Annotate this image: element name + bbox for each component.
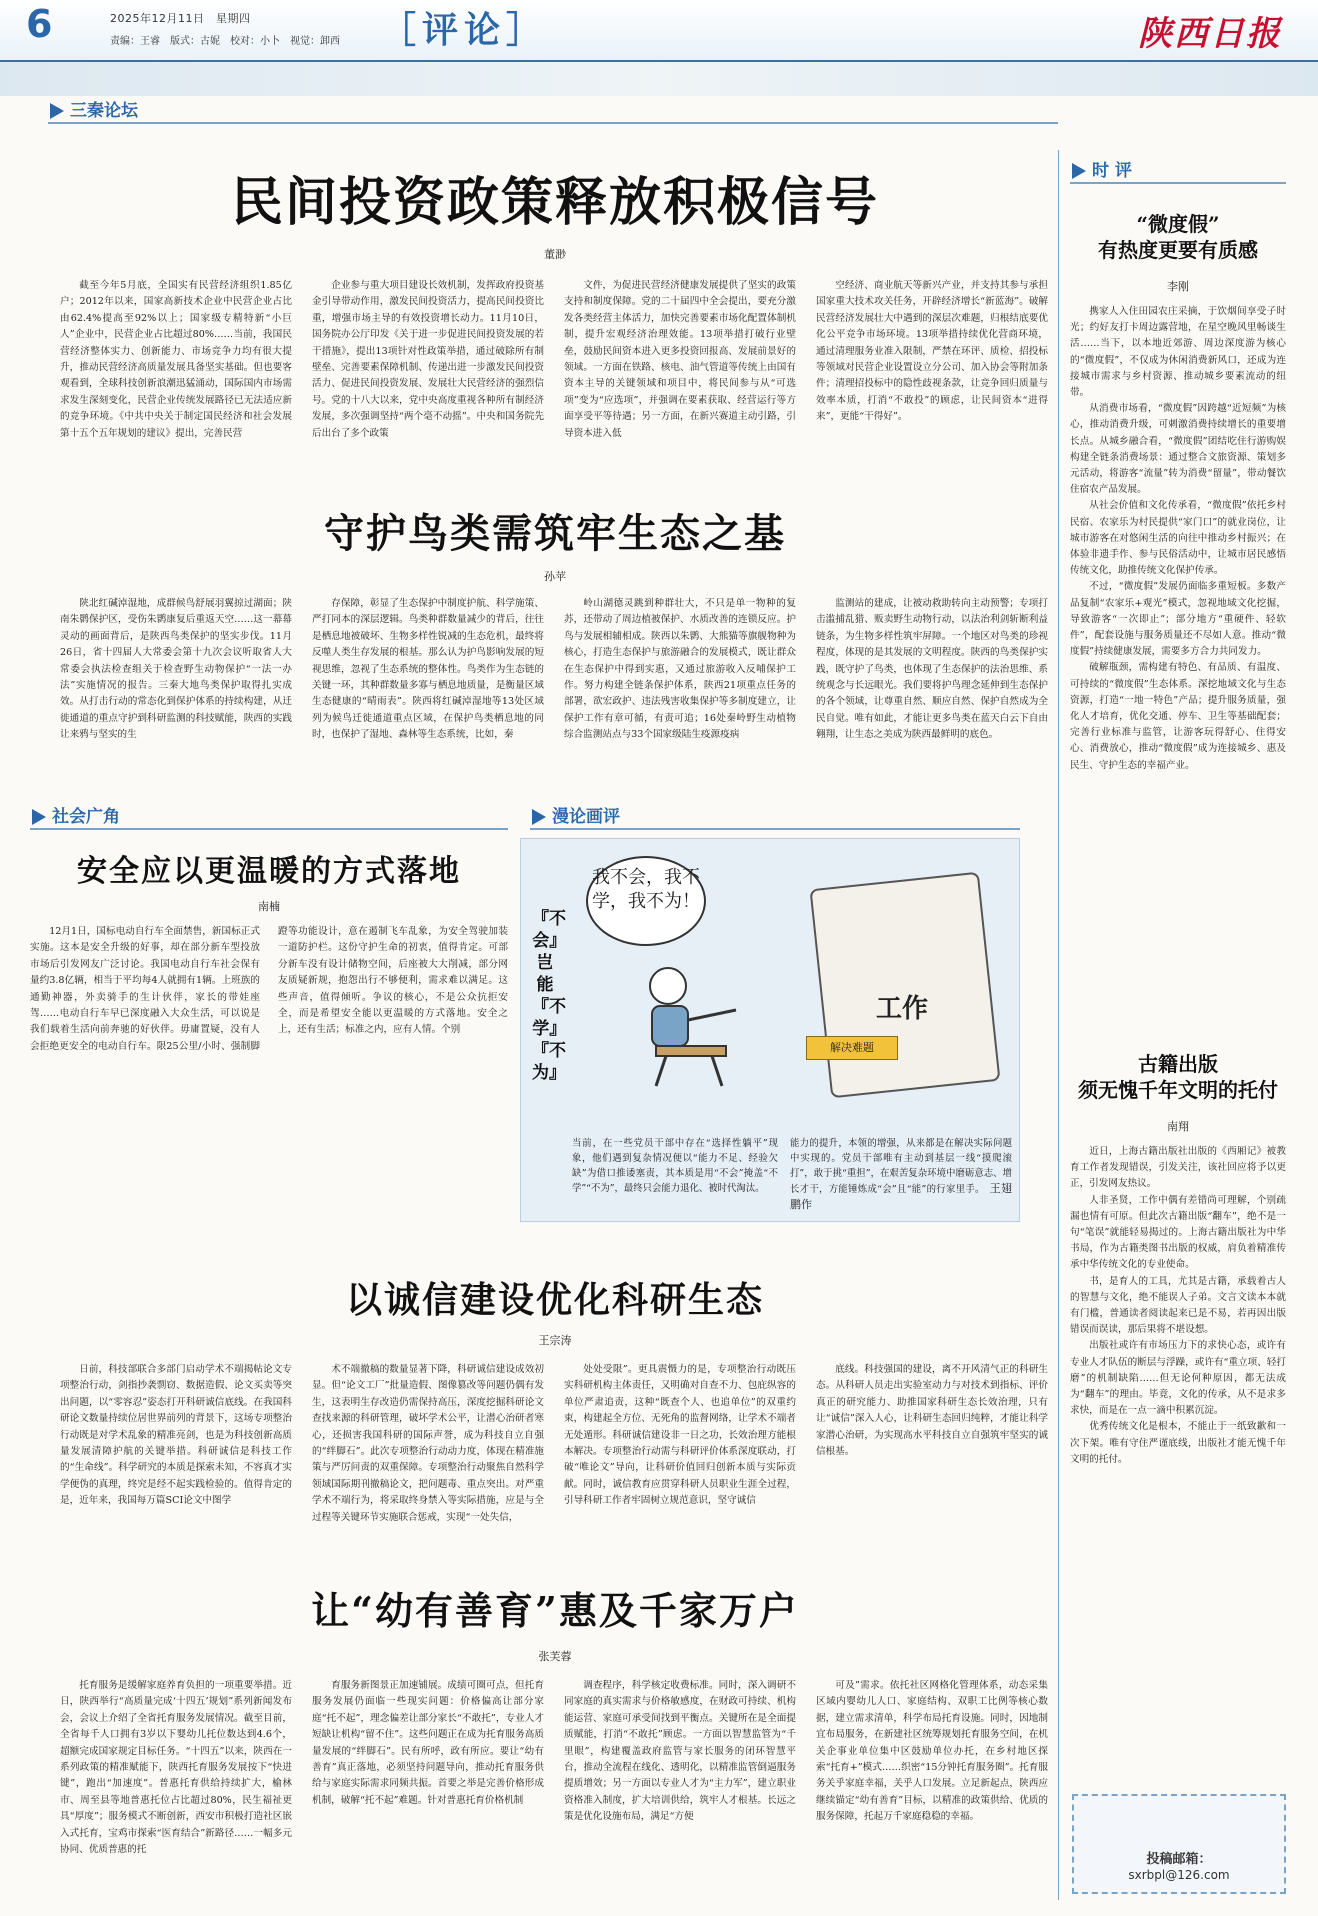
article-5-col-4: 可及”需求。依托社区网格化管理体系，动态采集区域内婴幼儿人口、家庭结构、双职工比例等核心数据，建立需求清单，科学布局托育设施。同时，因地制宜布局服务，在新建社区统筹规划托育服务空间，在机关企事业单位集中区鼓励单位办托，在乡村地区探索“托育+”模式……织密“15分钟托育服务圈”。托育服务关乎家庭幸福，关乎人口发展。立足新起点，陕西应继续锚定“幼有善育”目标，以精准的政策供给、优质的服务保障，托起万千家庭稳稳的幸福。 [816, 1680, 1048, 1823]
cartoon-caption-left: 当前，在一些党员干部中存在“选择性躺平”现象，他们遇到复杂情况便以“能力不足、经验欠缺”为借口推诿塞责，其本质是用“不会”掩盖“不学”“不为”，最终只会能力退化、被时代淘汰。 [572, 1138, 778, 1194]
article-4-col-1: 日前，科技部联合多部门启动学术不端揭帖论文专项整治行动，剑指抄袭剽窃、数据造假、论文买卖等突出问题，以“零容忍”姿态打开科研诚信底线。在我国科研论文数量持续位居世界前列的背景下，这场专项整治行动既是对学术乱象的精准亮剑，也是为科技创新高质量发展清障护航的关键举措。科研诚信是科技工作的“生命线”。科学研究的本质是探索未知，不容真才实学便伪的真理，终究是经不起实践检验的。值得肯定的是，近年来，我国每万篇SCI论文中图学 [60, 1364, 292, 1507]
column-tag-manlun: 漫论画评 [530, 804, 1020, 830]
side-1-title-line-1: “微度假” [1136, 212, 1220, 236]
cartoon-vertical-title: 『不会』岂能『不学』『不为』 [532, 909, 566, 1083]
article-3-body: 12月1日，国标电动自行车全面禁售，新国标正式实施。这本是安全升级的好事，却在部分新车型投放市场后引发网友广泛讨论。我国电动自行车社会保有量约3.8亿辆，相当于平均每4人就拥有1辆。上班族的通勤神器，外卖骑手的生计伙伴，家长的带娃座驾……电动自行车早已深度融入大众生活，可以说是我们载着生活向前奔驰的好伙伴。毋庸置疑，没有人会拒绝更安全的电动自行车。限25公里/小时、强制脚蹬等功能设计，意在遏制飞车乱象，为安全驾驶加装一道防护栏。这份守护生命的初衷，值得肯定。可部分新车没有设计储物空间，后座被大大削减，部分网友质疑新规，抱怨出行不够便利，需求难以满足。这些声音，值得倾听。争议的核心，不是公众抗拒安全，而是希望安全能以更温暖的方式落地。安全之上，还有生活；标准之内，应有人情。个别 [30, 926, 508, 1052]
article-5-title: 让“幼有善育”惠及千家万户 [311, 1588, 799, 1633]
side-2-byline: 南翔 [1167, 1120, 1189, 1133]
editor-credits: 责编：王睿 版式：古妮 校对：小卜 视觉：卸西 [110, 36, 340, 47]
cartoon-person-icon [616, 960, 756, 1090]
side-2-title-line-2: 须无愧千年文明的托付 [1078, 1078, 1278, 1102]
article-5-col-2: 育服务新图景正加速铺展。成绩可圈可点，但托育服务发展仍面临一些现实问题：价格偏高让部分家庭“托不起”，理念偏差让部分家长“不敢托”，专业人才短缺让机构“留不住”。这些问题正在成为托育服务高质量发展的“绊脚石”。民有所呼，政有所应。要让“幼有善育”真正落地，必须坚持问题导向，推动托育服务供给与家庭实际需求同频共振。首要之举是完善价格形成机制，破解“托不起”难题。针对普惠托育价格机制 [312, 1680, 544, 1806]
cartoon-author: 王翅鹏作 [790, 1182, 1012, 1211]
cartoon-document-word: 工作 [876, 994, 929, 1024]
article-4-col-2: 术不端撤稿的数量显著下降，科研诚信建设成效初显。但“论文工厂”批量造假、图像篡改等问题仍偶有发生，这表明生存改造仍需保持高压，深度挖掘科研论文查找来源的科研管理，破坏学术公平，让潜心治研者寒心，还损害我国科研的国际声誉，成为科技自立自强的“绊脚石”。此次专项整治行动动力度，体现在精准施策与严厉问责的双重保障。专项整治行动聚焦自然科学领域国际期刊撤稿论文，把问题毒、重点突出。对严重学术不端行为，将采取终身禁入等实际措施，应是与全过程等关键环节实施联合惩戒，实现“一处失信， [312, 1364, 544, 1523]
side-1-byline: 李刚 [1167, 280, 1189, 293]
article-3-byline: 南楠 [258, 900, 280, 913]
article-1-byline: 董渺 [544, 248, 566, 261]
article-1-col-3: 文件，为促进民营经济健康发展提供了坚实的政策支持和制度保障。党的二十届四中全会提出，要充分激发各类经营主体活力，加快完善要素市场化配置体制机制，提升宏观经济治理效能。13项举措打破行业壁垒，鼓励民间资本进入更多投资回报高、发展前景好的领域。一方面在铁路、核电、油气管道等传统上由国有资本主导的关键领域和项目中，将民间参与从“可选项”变为“应选项”，并强调在要素获取、经营运行等方面享受平等待遇；另一方面，在新兴赛道主动引路，引导资本进入低 [564, 280, 796, 439]
cartoon-speech-bubble: 我不会，我不学，我不为！ [586, 856, 706, 946]
article-1-col-1: 截至今年5月底，全国实有民营经济组织1.85亿户；2012年以来，国家高新技术企业中民营企业占比由62.4%提高至92%以上；国家级专精特新“小巨人”企业中，民营企业占比超过80%……当前，我国民营经济整体实力、创新能力、市场竞争力均有很大提升，推动民营经济高质量发展具备坚实基础。但也要客观看到，全球科技创新浪潮迅猛涌动，国际国内市场需求发生深刻变化，民营企业传统发展路径已无法适应新的竞争环境。《中共中央关于制定国民经济和社会发展第十五个五年规划的建议》提出，完善民营 [60, 280, 292, 439]
page-number: 6 [26, 2, 53, 46]
article-2-title: 守护鸟类需筑牢生态之基 [324, 510, 786, 557]
article-2-col-1: 陕北红碱淖湿地，成群候鸟舒展羽翼掠过湖面；陕南朱鹮保护区，受伤朱鹮康复后重返天空……这一幕幕灵动的画面背后，是陕西鸟类保护的坚实步伐。11月26日，省十四届人大常委会第十九次会议听取省人大常委会执法检查组关于检查野生动物保护“一法一办法”实施情况的报告。三秦大地鸟类保护取得扎实成效。从打击行动的常态化到保护体系的持续构建，从迁徙通道的重点守护到科研监测的科技赋能，陕西的实践让来鸦与坚实的生 [60, 598, 292, 741]
article-4-col-3: 处处受限”。更具震慑力的是，专项整治行动既压实科研机构主体责任，又明确对自查不力、包庇纵容的单位严肃追责，这种“既查个人、也追单位”的双重约束，构建起全方位、无死角的监督网络，让学术不端者无处遁形。科研诚信建设非一日之功，长效治理方能根本解决。专项整治行动需与科研评价体系深度联动，打破“唯论文”导向，让科研价值回归创新本质与实际贡献。同时，诚信教育应贯穿科研人员职业生涯全过程，引导科研工作者牢固树立规范意识，坚守诚信 [564, 1364, 796, 1507]
side-2-title-line-1: 古籍出版 [1138, 1052, 1218, 1076]
cartoon-document-icon [809, 872, 1000, 1099]
article-5-byline: 张芙蓉 [538, 1650, 572, 1663]
article-1-title: 民间投资政策释放积极信号 [230, 172, 879, 233]
column-tag-shehui: 社会广角 [30, 804, 508, 830]
article-4-col-4: 底线。科技强国的建设，离不开风清气正的科研生态。从科研人员走出实验室动力与对技术到指标、评价真正的研究能力、助推国家科研生态长效治理，只有让“诚信”深入人心，让科研生态回归纯粹，才能让科学家潜心治研，为实现高水平科技自立自强筑牢坚实的诚信根基。 [816, 1364, 1048, 1458]
article-5-col-1: 托育服务是缓解家庭养育负担的一项重要举措。近日，陕西举行“高质量完成‘十四五’规划”系列新闻发布会，会议上介绍了全省托育服务发展情况。截至目前，全省每千人口拥有3岁以下婴幼儿托位数达到4.6个，超额完成国家规定目标任务。“十四五”以来，陕西在一系列政策的精准赋能下，陕西托育服务发展按下“快进键”，跑出“加速度”。普惠托育供给持续扩大，榆林市、周至县等地普惠托位占比超过80%，民生福祉更具“厚度”；服务模式不断创新，西安市积极打造社区嵌入式托育，宝鸡市探索“医育结合”新路径……一幅多元协同、优质普惠的托 [60, 1680, 292, 1856]
column-tag-shiping: 时 评 [1070, 158, 1286, 184]
column-divider [1058, 150, 1059, 1900]
cartoon-document-label: 解决难题 [806, 1036, 898, 1060]
article-2-col-4: 监测站的建成，让被动救助转向主动预警；专项打击滥捕乱猎、贩卖野生动物行动，以法治利剑斩断利益链条，为生物多样性筑牢屏障。一个地区对鸟类的珍视程度，体现的是其发展的文明程度。陕西的鸟类保护实践，既守护了鸟类，也体现了生态保护的法治思维、系统观念与长远眼光。我们要将护鸟理念延伸到生态保护的各个领域，让尊重自然、顺应自然、保护自然成为全民自觉。唯有如此，才能让更多鸟类在蓝天白云下自由翱翔，让生态之美成为陕西最鲜明的底色。 [816, 598, 1048, 741]
column-tag-sanqin: 三秦论坛 [48, 98, 1058, 124]
submission-email: sxrbpl@126.com [1128, 1868, 1230, 1882]
article-3-title: 安全应以更温暖的方式落地 [77, 854, 461, 889]
article-2-col-2: 存保障，彰显了生态保护中制度护航、科学施策、严打同本的深层逻辑。鸟类种群数量减少的背后，往往是栖息地被破坏、生物多样性锐减的生态危机，最终将反噬人类生存发展的根基。那么认为护鸟影响发展的短视思维，忽视了生态系统的整体性。鸟类作为生态链的关键一环，其种群数量多寡与栖息地质量，是衡量区域生态健康的“晴雨表”。陕西将红碱淖湿地等13处区域列为候鸟迁徙通道重点区域，在保护鸟类栖息地的同时，也保护了湿地、森林等生态系统，比如，秦 [312, 598, 544, 741]
newspaper-logo: 陕西日报 [1138, 14, 1282, 54]
submission-label: 投稿邮箱： [1146, 1852, 1212, 1867]
article-4-byline: 王宗涛 [538, 1334, 572, 1347]
masthead [0, 0, 1318, 62]
article-2-col-3: 岭山湖德灵跳到种群壮大，不只是单一物种的复苏，还带动了周边植被保护、水质改善的连锁反应。护鸟与发展相辅相成。陕西以朱鹮、大熊猫等旗舰物种为核心，打造生态保护与旅游融合的发展模式，既让群众在生态保护中得到实惠，又通过旅游收入反哺保护工作。努力构建全链条保护体系，陕西21项重点任务的部署，欲宏政护、违法残害收集保护等多制度建立，让保护工作有章可循，有责可追；16处秦岭野生动植物综合监测站点与33个国家级陆生疫源疫病 [564, 598, 796, 741]
cartoon-caption-right: 能力的提升，本领的增强，从来都是在解决实际问题中实现的。党员干部唯有主动到基层一线“摸爬滚打”，敢于挑“重担”，在艰苦复杂环境中磨砺意志、增长才干，方能锤炼成“会”且“能”的行家里手。 王翅鹏作 [790, 1138, 1012, 1211]
side-2-body: 近日，上海古籍出版社出版的《西厢记》被教育工作者发现错误，引发关注，该社回应将予以更正，引发网友热议。 人非圣贤，工作中偶有差错尚可理解，个别疏漏也情有可原。但此次古籍出版“翻车”，绝不是一句“笔误”就能轻易揭过的。上海古籍出版社为中华书局，作为古籍类图书出版的权威，肩负着精准传承中华传统文化的专业使命。 书，是育人的工具，尤其是古籍，承载着古人的智慧与文化，绝不能误人子弟。文言文读本本就有门槛，普通读者阅读起来已是不易，若再因出版错误而误读，那后果将不堪设想。 出版社或许有市场压力下的求快心态，或许有专业人才队伍的断层与浮躁，或许有“重立项、轻打磨”的机制缺陷……但无论何种原因，都无法成为“翻车”的理由。毕竟，文化的传承，从不是求多求快，而是在一点一滴中积累沉淀。 优秀传统文化是根本，不能止于一纸致歉和一次下架。唯有守住严谨底线，出版社才能无愧千年文明的托付。 [1070, 1146, 1286, 1465]
issue-date: 2025年12月11日 星期四 [110, 12, 251, 25]
article-1-col-2: 企业参与重大项目建设长效机制，发挥政府投资基金引导带动作用，激发民间投资活力，提高民间投资比重，增强市场主导的有效投资增长动力。11月10日，国务院办公厅印发《关于进一步促进民间投资发展的若干措施》，提出13项针对性政策举措，通过破除所有制壁垒、完善要素保障机制、传递出进一步激发民间投资活力、促进民间投资发展、发展壮大民营经济的强烈信号。党的十八大以来，党中央高度重视各种所有制经济发展，多次强调坚持“两个毫不动摇”。中央和国务院先后出台了多个政策 [312, 280, 544, 439]
side-1-body: 携家人入住田园农庄采摘，于饮烟间享受子时光；约好友打卡周边露营地，在星空晚风里畅谈生活……当下，以本地近郊游、周边深度游为核心的“微度假”，不仅成为休闲消费新风口，还成为连接城市需求与乡村资源、推动城乡要素流动的纽带。 从消费市场看，“微度假”因跨越“近短频”为核心，推动消费升级，可刺激消费持续增长的重要增长点。从城乡融合看，“微度假”团结吃住行游购娱构建全链条消费场景：通过整合文旅资源、策划多元活动，将游客“流量”转为消费“留量”，带动餐饮住宿农产品发展。 从社会价值和文化传承看，“微度假”依托乡村民宿、农家乐为村民提供“家门口”的就业岗位，让城市游客在对悠闲生活的向往中推动乡村振兴；在体验非遗手作、参与民俗活动中，让城市居民感悟传统文化，助推传统文化保护传承。 不过，“微度假”发展仍面临多重短板。多数产品复制“农家乐+观光”模式，忽视地域文化挖掘，导致游客“一次即止”；部分地方“重硬件、轻软件”，配套设施与服务质量还不尽如人意。推动“微度假”持续健康发展，需要多方合力共同发力。 破解瓶颈，需构建有特色、有品质、有温度、可持续的“微度假”生态体系。深挖地域文化与生态资源，打造“一地一特色”产品；提升服务质量，强化人才培育，优化交通、停车、卫生等基础配套；完善行业标准与监管，让游客玩得舒心、住得安心、消费放心，推动“微度假”成为连接城乡、惠及民生、守护生态的幸福产业。 [1070, 306, 1286, 771]
article-4-title: 以诚信建设优化科研生态 [345, 1279, 764, 1321]
article-5-col-3: 调查程序，科学核定收费标准。同时，深入调研不同家庭的真实需求与价格敏感度，在财政可持续、机构能运营、家庭可承受间找到平衡点。关键所在是全面提质赋能，打消“不敢托”顾虑。一方面以智慧监管为“千里眼”，构建覆盖政府监管与家长服务的闭环智慧平台，推动全流程在线化、透明化，以精准监管倒逼服务提质增效；另一方面以专业人才为“主力军”，建立职业资格准入制度，扩大培训供给，筑牢人才根基。长远之策是优化设施布局，满足“方便 [564, 1680, 796, 1823]
side-1-title-line-2: 有热度更要有质感 [1098, 238, 1258, 262]
section-title: ［评论］ [380, 10, 549, 51]
header-wave-decoration [0, 62, 1318, 96]
article-1-col-4: 空经济、商业航天等新兴产业，并支持其参与承担国家重大技术攻关任务，开辟经济增长“新蓝海”。破解民营经济发展壮大中遇到的深层次难题，归根结底要优化公平竞争市场环境。13项举措持续优化营商环境，通过清理服务业准入限制，严禁在环评、质检、招投标等领域对民营企业设置设立分公司、加入协会等附加条件；清理招投标中的隐性歧视条款，让竞争回归质量与效率本质，打消“不敢投”的顾虑，让民间资本“进得来”，更能“干得好”。 [816, 280, 1048, 423]
article-2-byline: 孙苹 [544, 570, 566, 583]
